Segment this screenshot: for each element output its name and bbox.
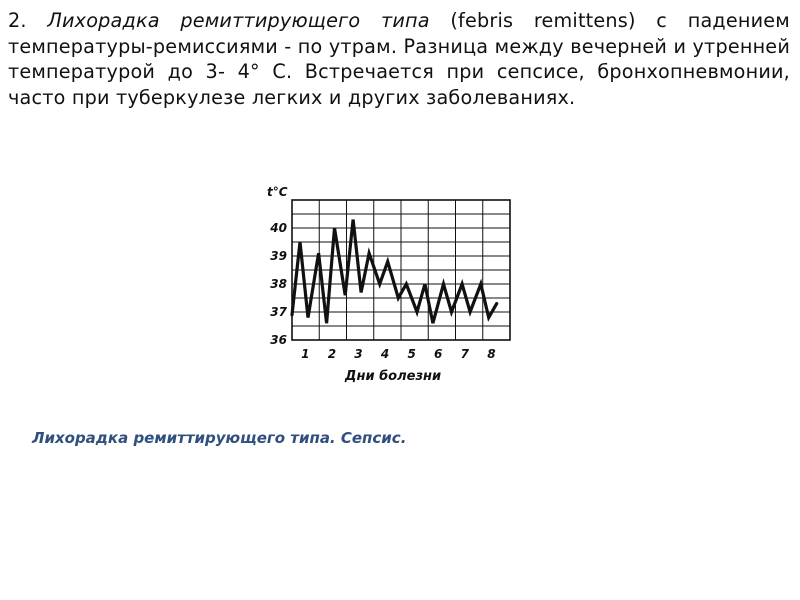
temperature-chart — [255, 180, 525, 390]
x-tick-label: 8 — [487, 347, 496, 361]
y-tick-label: 39 — [270, 249, 287, 263]
y-tick-label: 38 — [270, 277, 287, 291]
x-tick-label: 5 — [407, 347, 416, 361]
temperature-series-line — [292, 220, 497, 324]
y-tick-label: 36 — [270, 333, 287, 347]
description-body: с падением температуры-ремиссиями - по утрам. Разница между вечерней и утренней температурой до 3- 4° С. Встречается при сепсисе, бронхопневмонии, часто при туберкулезе легких и других заболеваниях. — [8, 9, 790, 109]
y-tick-label: 37 — [270, 305, 287, 319]
x-tick-label: 2 — [327, 347, 337, 361]
x-tick-label: 6 — [434, 347, 443, 361]
description-paragraph — [8, 8, 790, 110]
x-tick-label: 1 — [301, 347, 310, 361]
figure-caption: Лихорадка ремиттирующего типа. Сепсис. — [32, 429, 407, 447]
x-tick-label: 7 — [460, 347, 469, 361]
x-tick-label: 4 — [380, 347, 390, 361]
latin-term: (febris remittens) — [450, 9, 636, 32]
y-axis-label: t°C — [267, 185, 288, 199]
x-tick-label: 3 — [354, 347, 363, 361]
x-axis-label: Дни болезни — [344, 369, 442, 384]
fever-type-term: Лихорадка ремиттирующего типа — [47, 9, 430, 32]
item-number: 2. — [8, 9, 27, 32]
y-tick-label: 40 — [270, 221, 287, 235]
temperature-chart-svg — [255, 180, 525, 390]
